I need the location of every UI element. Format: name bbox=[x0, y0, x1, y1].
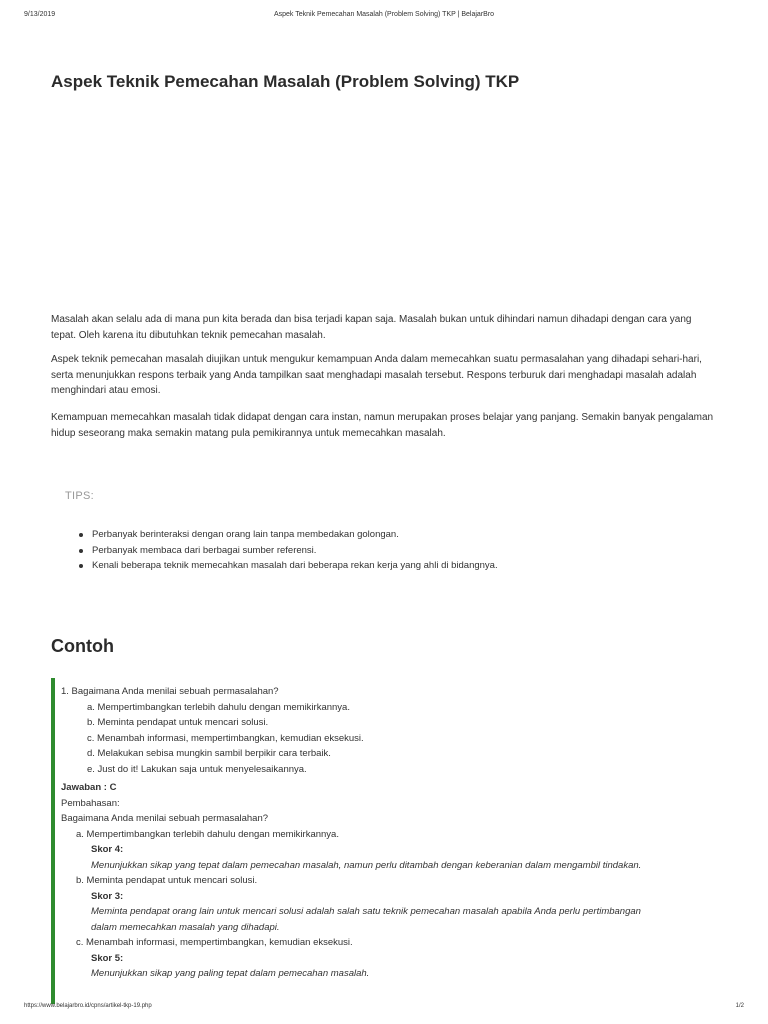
tip-item: Kenali beberapa teknik memecahkan masalah dari beberapa rekan kerja yang ahli di bidangnya. bbox=[76, 558, 498, 574]
discussion-question: Bagaimana Anda menilai sebuah permasalahan? bbox=[61, 813, 269, 824]
intro-paragraph-2: Aspek teknik pemecahan masalah diujikan untuk mengukur kemampuan Anda dalam memecahkan suatu permasalahan yang dihadapi sehari-hari, serta menunjukkan respons terbaik yang Anda tampilkan saat menghadapi masalah tersebut. Respons terburuk dari menghadapi masalah adalah menghindari atau emosi. bbox=[51, 354, 702, 396]
score-label: Skor 4: bbox=[91, 844, 124, 855]
discussion-label: Pembahasan: bbox=[61, 797, 120, 809]
score-explanation: Meminta pendapat orang lain untuk mencari solusi adalah salah satu teknik pemecahan masalah apabila Anda perlu pertimbangan bbox=[91, 906, 641, 917]
intro-paragraph-3: Kemampuan memecahkan masalah tidak didapat dengan cara instan, namun merupakan proses belajar yang panjang. Semakin banyak pengalaman hidup seseorang maka semakin matang pula pemikirannya untuk memecahkan masalah. bbox=[51, 412, 714, 439]
intro-paragraph-1: Masalah akan selalu ada di mana pun kita berada dan bisa terjadi kapan saja. Masalah bukan untuk dihindari namun dihadapi dengan cara yang tepat. Oleh karena itu dibutuhkan teknik pemecahan masalah. bbox=[51, 314, 692, 341]
answer-option: a. Mempertimbangkan terlebih dahulu dengan memikirkannya. bbox=[87, 701, 350, 713]
answer-option: e. Just do it! Lakukan saja untuk menyelesaikannya. bbox=[87, 763, 307, 775]
tips-list bbox=[76, 527, 498, 574]
answer-option: c. Menambah informasi, mempertimbangkan, kemudian eksekusi. bbox=[87, 732, 364, 744]
example-heading: Contoh bbox=[51, 636, 114, 656]
print-date: 9/13/2019 bbox=[24, 11, 56, 18]
score-label: Skor 5: bbox=[91, 952, 124, 964]
discussion-option: c. Menambah informasi, mempertimbangkan, kemudian eksekusi. bbox=[76, 937, 353, 948]
print-header-title: Aspek Teknik Pemecahan Masalah (Problem Solving) TKP | BelajarBro bbox=[273, 11, 495, 18]
page-number: 1/2 bbox=[735, 1003, 744, 1009]
answer-key: Jawaban : C bbox=[61, 782, 117, 793]
score-explanation: Menunjukkan sikap yang paling tepat dalam pemecahan masalah. bbox=[91, 968, 370, 979]
score-explanation: dalam memecahkan masalah yang dihadapi. bbox=[91, 921, 280, 933]
discussion-option: b. Meminta pendapat untuk mencari solusi. bbox=[76, 875, 258, 886]
discussion-option: a. Mempertimbangkan terlebih dahulu dengan memikirkannya. bbox=[76, 828, 339, 840]
example-blockquote bbox=[51, 678, 735, 1004]
score-explanation: Menunjukkan sikap yang tepat dalam pemecahan masalah, namun perlu ditambah dengan keberanian dalam mengambil tindakan. bbox=[91, 859, 642, 871]
print-footer-url: https://www.belajarbro.id/cpns/artikel-tkp-19.php bbox=[24, 1003, 152, 1009]
answer-option: d. Melakukan sebisa mungkin sambil berpikir cara terbaik. bbox=[87, 748, 331, 759]
article-title: Aspek Teknik Pemecahan Masalah (Problem Solving) TKP bbox=[51, 72, 520, 91]
example-question: 1. Bagaimana Anda menilai sebuah permasalahan? bbox=[61, 686, 279, 697]
score-label: Skor 3: bbox=[91, 890, 124, 902]
tip-item: Perbanyak membaca dari berbagai sumber referensi. bbox=[76, 543, 498, 559]
answer-option: b. Meminta pendapat untuk mencari solusi. bbox=[87, 717, 269, 728]
tips-label: TIPS: bbox=[65, 490, 95, 502]
tip-item: Perbanyak berinteraksi dengan orang lain tanpa membedakan golongan. bbox=[76, 527, 498, 543]
